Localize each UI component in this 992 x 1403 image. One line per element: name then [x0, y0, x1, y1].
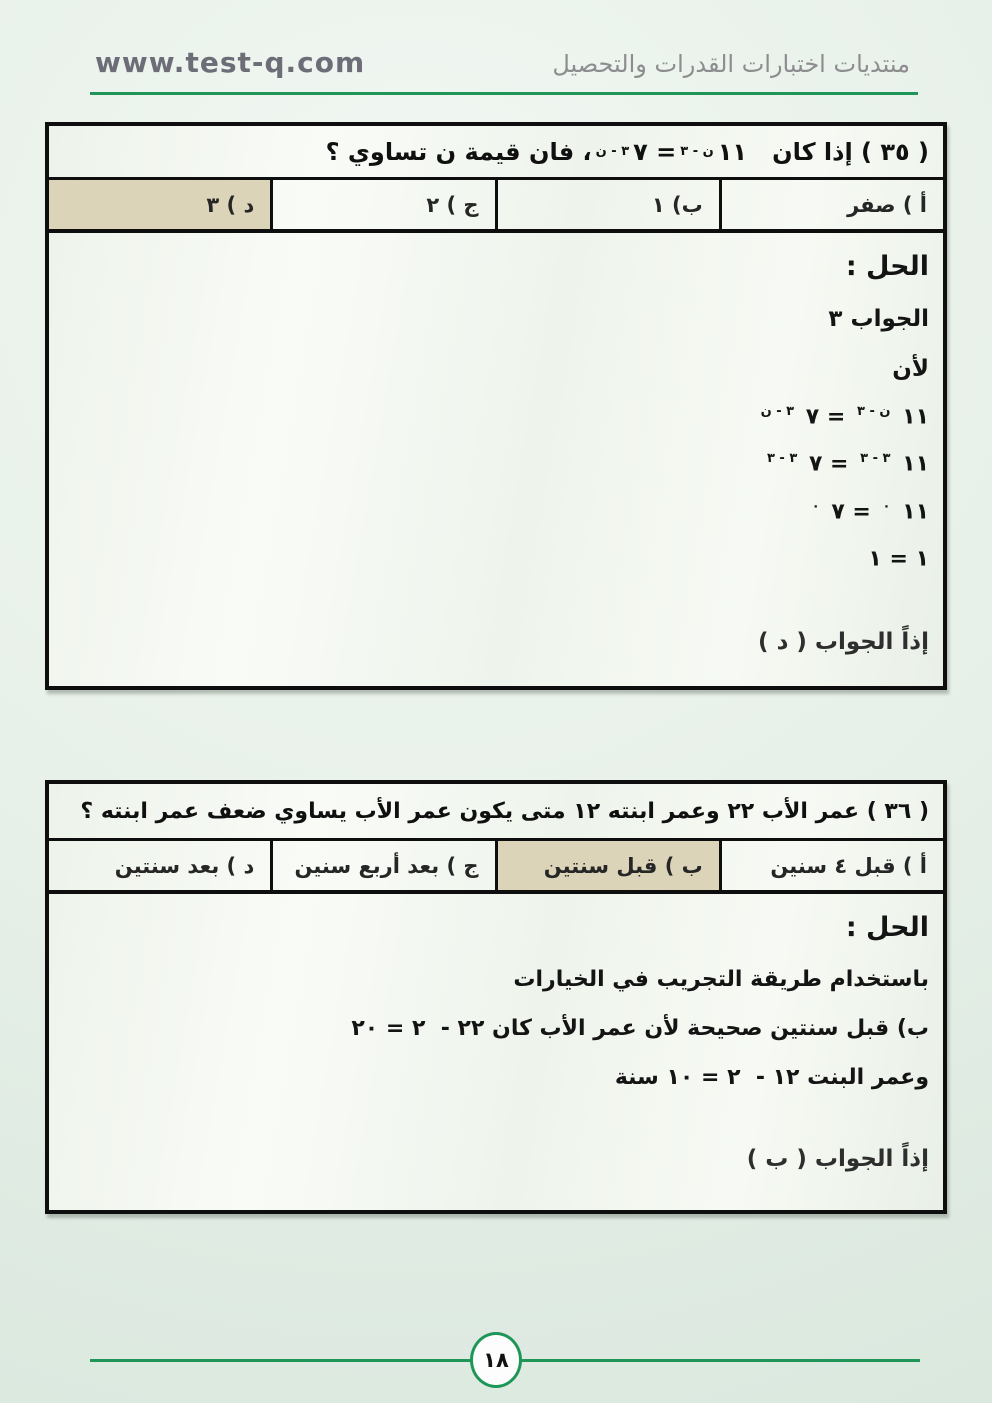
answer-option-d: د ) ٣ — [49, 180, 270, 229]
equation-step-2: ١١ $^{٣ - ٣}$ = ٧ $^{٣ - ٣}$ — [766, 451, 929, 477]
answer-option-d: د ) بعد سنتين — [114, 853, 255, 878]
solution-heading: الحل : — [845, 912, 929, 943]
page-number-badge — [470, 1332, 522, 1388]
question-36-answers-row — [49, 841, 943, 894]
solution-answer-line: الجواب ٣ — [828, 306, 929, 332]
equation-step-4: ١ = ١ — [868, 546, 929, 572]
question-35-solution — [49, 233, 943, 655]
site-url: www.test-q.com — [95, 46, 366, 79]
solution-conclusion: إذاً الجواب ( ب ) — [746, 1146, 929, 1172]
page-number: ١٨ — [483, 1348, 509, 1372]
equation-step-1: ١١ $^{ن - ٣}$ = ٧ $^{٣ - ن}$ — [760, 404, 929, 430]
question-36-box — [45, 780, 947, 1214]
solution-method-line: باستخدام طريقة التجريب في الخيارات — [513, 967, 929, 992]
site-title-arabic: منتديات اختبارات القدرات والتحصيل — [552, 50, 910, 78]
solution-check-daughter-line: وعمر البنت ١٢ - ٢ = ١٠ سنة — [614, 1065, 929, 1090]
question-36-title-text: ( ٣٦ ) عمر الأب ٢٢ وعمر ابنته ١٢ متى يكون عمر الأب يساوي ضعف عمر ابنته ؟ — [80, 798, 929, 824]
answer-option-b: ب) ١ — [495, 180, 719, 229]
answer-option-a: أ ) صفر — [719, 180, 943, 229]
equation-step-3: ١١ $^٠$ = ٧ $^٠$ — [811, 498, 929, 524]
answer-option-c: ج ) بعد أربع سنين — [270, 841, 494, 890]
question-35-box — [45, 122, 947, 690]
question-35-title-text: ( ٣٥ ) إذا كان ١١ — [717, 137, 929, 166]
exponent-3-minus-n: ٣ - ن — [595, 144, 630, 159]
question-35-title: ( ٣٥ ) إذا كان ١١ ن - ٣ = ٧ ٣ - ن ، فان قيمة ن تساوي ؟ — [49, 126, 943, 180]
exponent-n-minus-3: ن - ٣ — [680, 144, 714, 159]
answer-option-b: ب ) قبل سنتين — [495, 841, 719, 890]
solution-because-line: لأن — [892, 356, 929, 382]
question-36-solution — [49, 894, 943, 1172]
question-36-title — [49, 784, 943, 841]
answer-option-c: ج ) ٢ — [270, 180, 494, 229]
solution-check-father-line: ب) قبل سنتين صحيحة لأن عمر الأب كان ٢٢ - ٢ = ٢٠ — [351, 1016, 929, 1041]
header-divider — [90, 92, 918, 95]
solution-heading: الحل : — [845, 251, 929, 282]
solution-conclusion: إذاً الجواب ( د ) — [758, 629, 929, 656]
question-35-answers-row — [49, 180, 943, 233]
answer-option-a: أ ) قبل ٤ سنين — [719, 841, 943, 890]
